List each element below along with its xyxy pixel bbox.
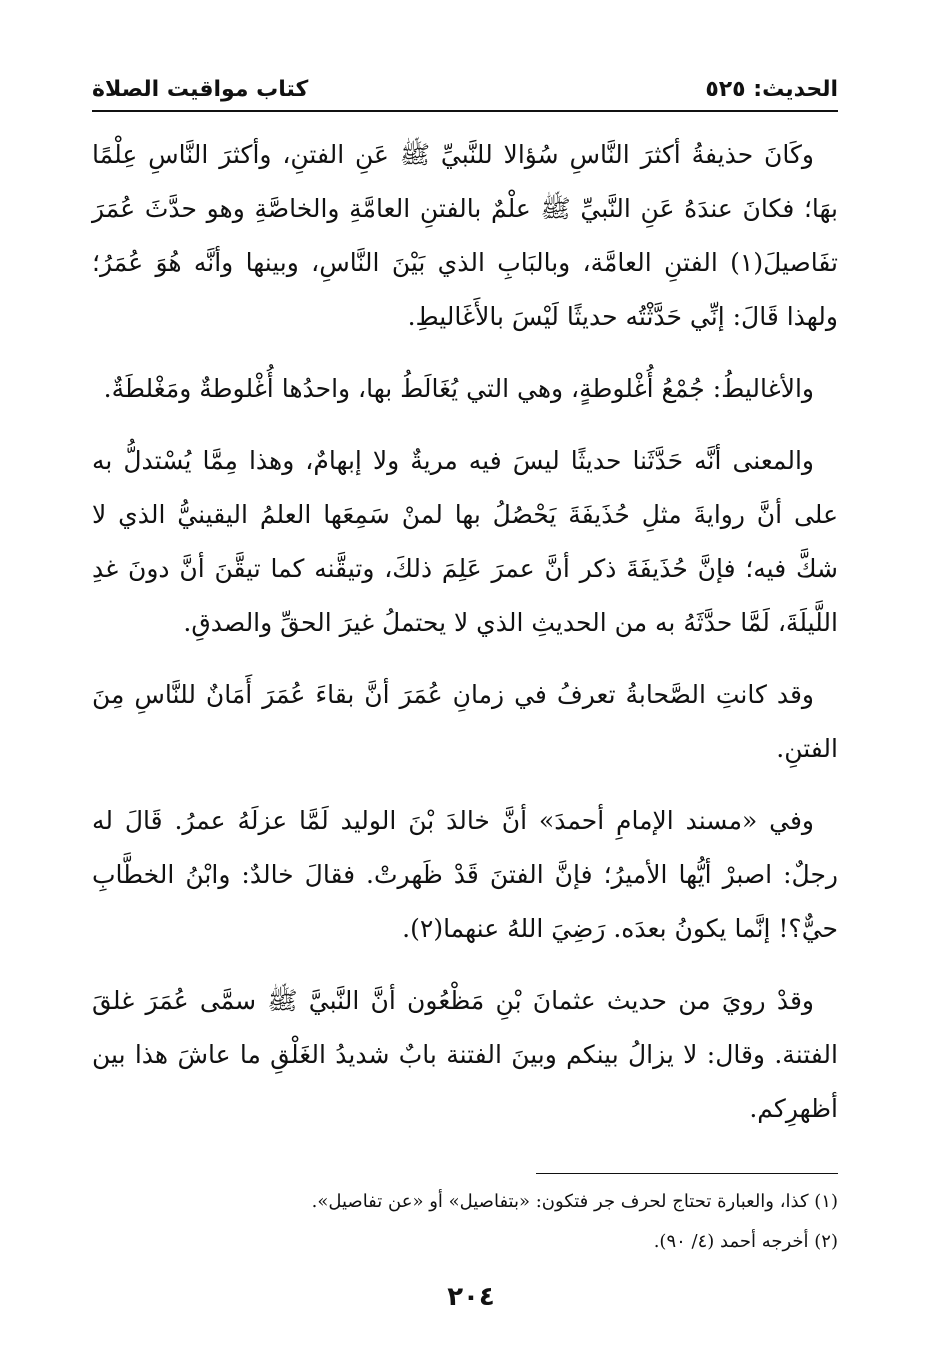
book-title: كتاب مواقيت الصلاة xyxy=(92,76,309,102)
footnote: (١) كذا، والعبارة تحتاج لحرف جر فتكون: «بتفاصيل» أو «عن تفاصيل». xyxy=(311,1191,838,1212)
paragraph: وقد كانتِ الصَّحابةُ تعرفُ في زمانِ عُمَرَ أنَّ بقاءَ عُمَرَ أَمَانٌ للنَّاسِ مِنَ الفتنِ. xyxy=(92,680,838,763)
paragraph: وكَانَ حذيفةُ أكثرَ النَّاسِ سُؤالا للنَّبيِّ ﷺ عَنِ الفتنِ، وأكثرَ النَّاسِ عِلْمًا بهَا؛ فكانَ عندَهُ عَنِ النَّبيِّ ﷺ علْمٌ بالفتنِ العامَّةِ والخاصَّةِ وهو حدَّثَ عُمَرَ تفَاصيلَ(١) الفتنِ العامَّة، وبالبَابِ الذي بَيْنَ النَّاسِ، وبينها وأنَّه هُوَ عُمَرُ؛ ولهذا قَالَ: إنِّي حَدَّثْتُه حديثًا لَيْسَ بالأَغَاليطِ. xyxy=(92,140,838,331)
running-header xyxy=(92,74,838,104)
paragraph: والأغاليطُ: جُمْعُ أُغْلوطةٍ، وهي التي يُغَالَطُ بها، واحدُها أُغْلوطةٌ ومَغْلطَةٌ. xyxy=(103,374,814,403)
paragraph: وقدْ رويَ من حديث عثمانَ بْنِ مَظْعُون أنَّ النَّبيَّ ﷺ سمَّى عُمَرَ غلقَ الفتنة. وقال: لا يزالُ بينكم وبينَ الفتنة بابٌ شديدُ الغَلْقِ ما عاشَ هذا بين أظهرِكم. xyxy=(92,986,838,1123)
footnote-divider xyxy=(536,1173,838,1174)
paragraph: والمعنى أنَّه حَدَّثَنا حديثًا ليسَ فيه مريةٌ ولا إبهامٌ، وهذا مِمَّا يُسْتدلُّ به على أنَّ روايةَ مثلِ حُذَيفَةَ يَحْصُلُ بها لمنْ سَمِعَها العلمُ اليقينيُّ الذي لا شكَّ فيه؛ فإنَّ حُذَيفَةَ ذكر أنَّ عمرَ عَلِمَ ذلكَ، وتيقَّنه كما تيقَّنَ أنَّ دونَ غدِ اللَّيلَةَ، لَمَّا حدَّثَهُ به من الحديثِ الذي لا يحتملُ غيرَ الحقِّ والصدقِ. xyxy=(92,446,838,637)
main-text xyxy=(92,128,838,1154)
footnotes xyxy=(92,1182,838,1262)
paragraph: وفي «مسند الإمامِ أحمدَ» أنَّ خالدَ بْنَ الوليد لَمَّا عزلَهُ عمرُ. قَالَ له رجلٌ: اصبرْ أيُّها الأميرُ؛ فإنَّ الفتنَ قَدْ ظَهرتْ. فقالَ خالدٌ: وابْنُ الخطَّابِ حيٌّ؟! إنَّما يكونُ بعدَه. رَضِيَ اللهُ عنهما(٢). xyxy=(92,806,838,943)
header-divider xyxy=(92,110,838,112)
footnote: (٢) أخرجه أحمد (٤/ ٩٠). xyxy=(653,1231,838,1252)
page-number: ٢٠٤ xyxy=(447,1282,495,1312)
hadith-number: الحديث: ٥٢٥ xyxy=(705,76,838,102)
